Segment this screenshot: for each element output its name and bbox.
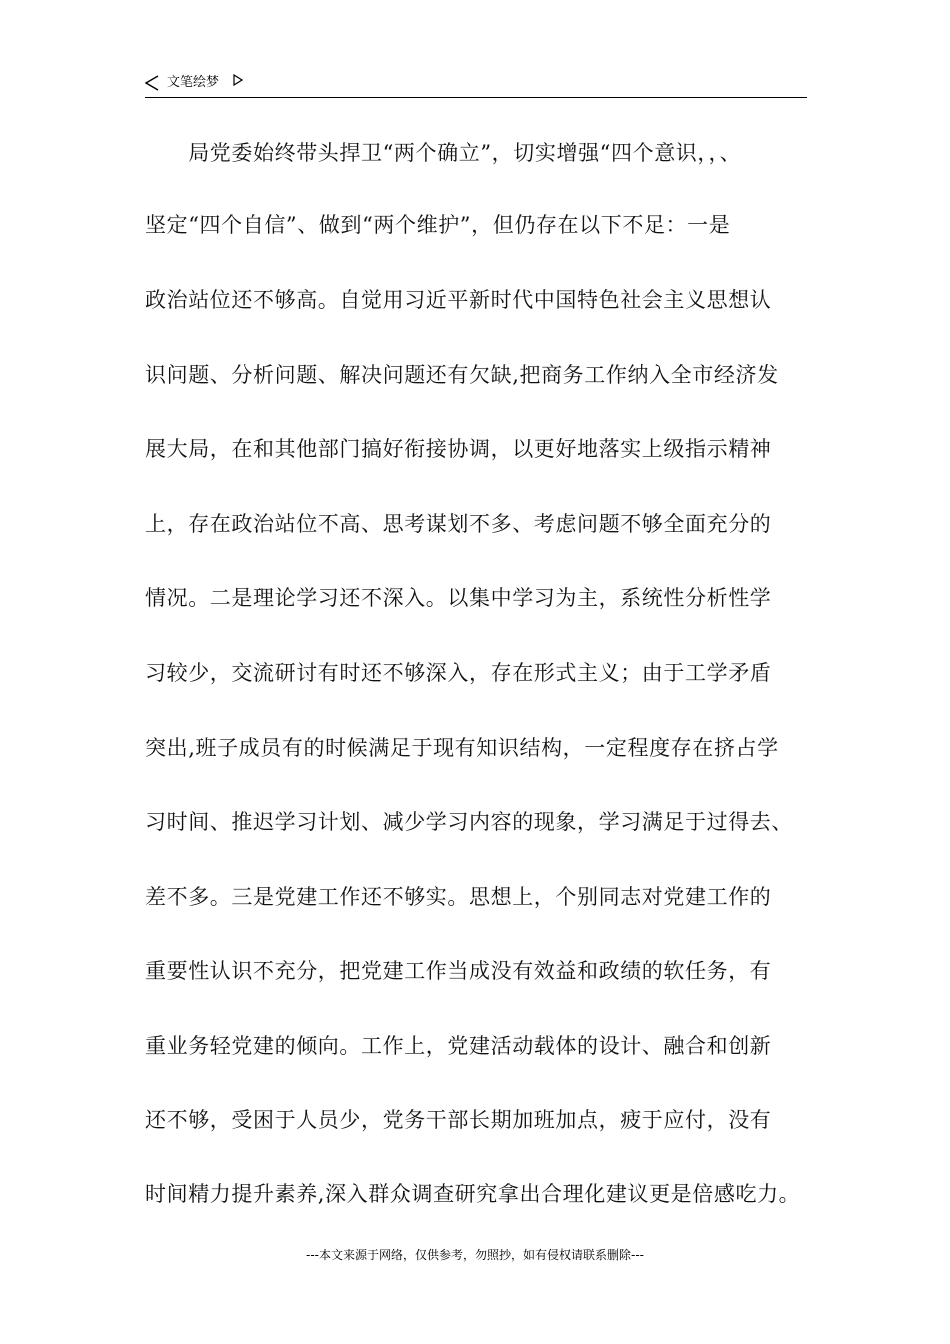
text-line: 差不多。三是党建工作还不够实。思想上，个别同志对党建工作的: [145, 885, 772, 909]
text-line: 重业务轻党建的倾向。工作上，党建活动载体的设计、融合和创新: [145, 1034, 772, 1058]
right-triangle-icon: [233, 74, 243, 86]
text-line: 局党委始终带头捍卫“两个确立”，切实增强“四个意识，，、: [145, 141, 742, 165]
text-line: 时间精力提升素养,深入群众调查研究拿出合理化建议更是倍感吃力。: [145, 1182, 801, 1206]
text-line: 还不够，受困于人员少，党务干部长期加班加点，疲于应付，没有: [145, 1108, 772, 1132]
text-line: 习较少，交流研讨有时还不够深入，存在形式主义；由于工学矛盾: [145, 661, 772, 685]
left-triangle-icon: [145, 75, 159, 91]
text-line: 展大局，在和其他部门搞好衔接协调，以更好地落实上级指示精神: [145, 437, 772, 461]
text-line: 政治站位还不够高。自觉用习近平新时代中国特色社会主义思想认: [145, 288, 772, 312]
page-header: [145, 73, 807, 98]
footer-disclaimer: ---本文来源于网络，仅供参考，勿照抄，如有侵权请联系删除---: [306, 1248, 644, 1262]
text-line: 坚定“四个自信”、做到“两个维护”，但仍存在以下不足：一是: [145, 213, 731, 237]
text-line: 重要性认识不充分，把党建工作当成没有效益和政绩的软任务，有: [145, 959, 772, 983]
text-line: 情况。二是理论学习还不深入。以集中学习为主，系统性分析性学: [145, 586, 772, 610]
text-line: 上，存在政治站位不高、思考谋划不多、考虑问题不够全面充分的: [145, 512, 772, 536]
text-line: 突出,班子成员有的时候满足于现有知识结构，一定程度存在挤占学: [145, 736, 779, 760]
text-line: 习时间、推迟学习计划、减少学习内容的现象，学习满足于过得去、: [145, 810, 793, 834]
brand-name: 文笔绘梦: [167, 75, 220, 90]
text-line: 识问题、分析问题、解决问题还有欠缺,把商务工作纳入全市经济发: [145, 363, 779, 387]
